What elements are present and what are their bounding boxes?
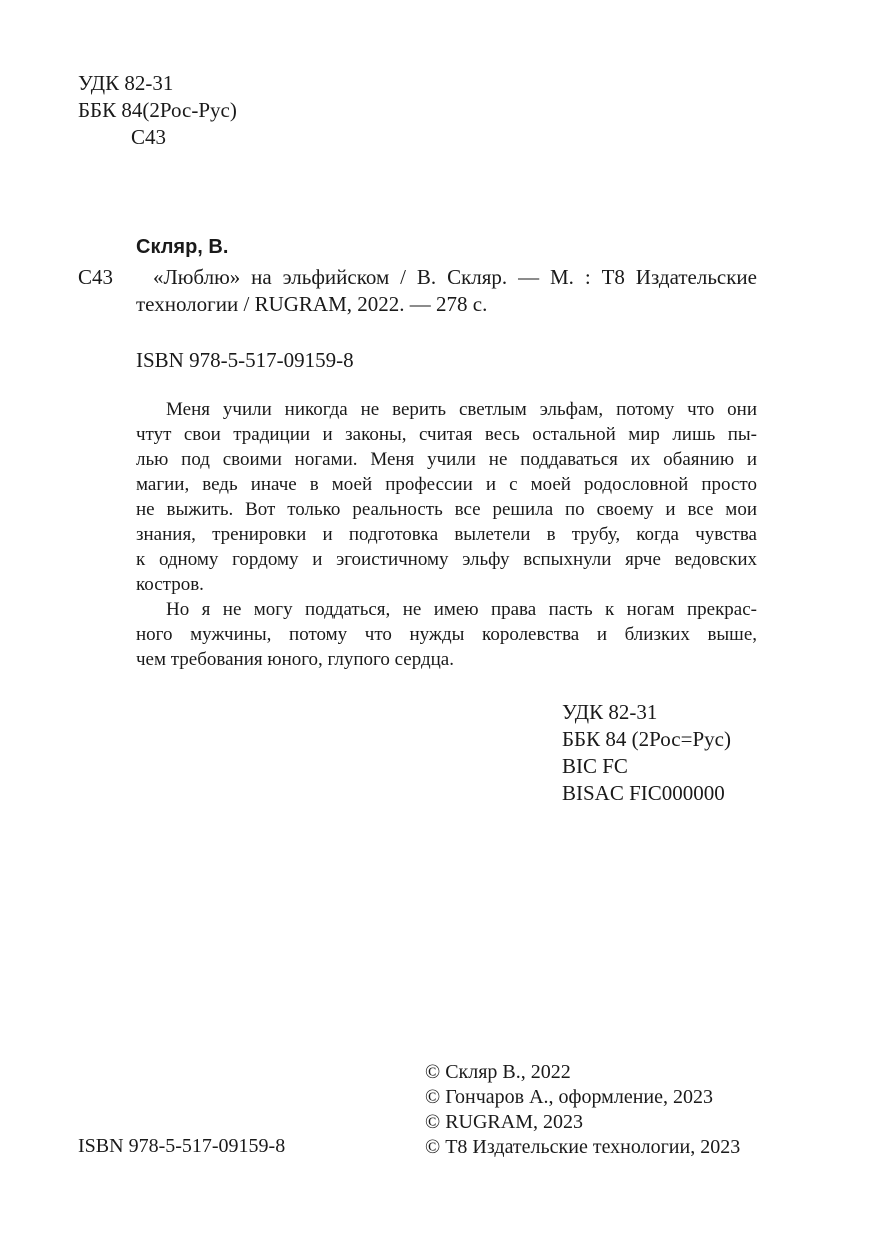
bbk-code: ББК 84(2Рос-Рус) xyxy=(78,98,237,122)
bisac-code: BISAC FIC000000 xyxy=(562,781,725,805)
isbn-bottom: ISBN 978-5-517-09159-8 xyxy=(78,1135,286,1157)
udk-code: УДК 82-31 xyxy=(562,700,658,724)
annotation-line: магии, ведь иначе в моей профессии и с моей родословной просто xyxy=(136,474,757,495)
annotation-line: лью под своими ногами. Меня учили не поддаваться их обаянию и xyxy=(136,449,757,470)
isbn-main: ISBN 978-5-517-09159-8 xyxy=(136,348,354,372)
annotation-text xyxy=(136,397,757,672)
catalog-cutter-code: С43 xyxy=(78,265,114,289)
annotation-line: чтут свои традиции и законы, считая весь остальной мир лишь пы- xyxy=(136,424,757,445)
classification-block xyxy=(562,699,731,807)
top-classification-block xyxy=(78,70,237,151)
bbk-code: ББК 84 (2Рос=Рус) xyxy=(562,727,731,751)
annotation-line: к одному гордому и эгоистичному эльфу вспыхнули ярче ведовских xyxy=(136,549,757,570)
copyright-line: © Скляр В., 2022 xyxy=(425,1061,571,1083)
annotation-line: Меня учили никогда не верить светлым эльфам, потому что они xyxy=(166,399,757,420)
annotation-line: знания, тренировки и подготовка вылетели в трубу, когда чувства xyxy=(136,524,757,545)
copyright-line: © Т8 Издательские технологии, 2023 xyxy=(425,1136,741,1158)
udk-code: УДК 82-31 xyxy=(78,71,174,95)
bibliographic-line: «Люблю» на эльфийском / В. Скляр. — М. : Т8 Издательские xyxy=(153,265,757,289)
annotation-line: не выжить. Вот только реальность все решила по своему и все мои xyxy=(136,499,757,520)
bibliographic-line: технологии / RUGRAM, 2022. — 278 с. xyxy=(136,292,488,316)
bibliographic-entry xyxy=(136,264,757,318)
annotation-line: Но я не могу поддаться, не имею права пасть к ногам прекрас- xyxy=(166,599,757,620)
copyright-block xyxy=(425,1060,740,1160)
annotation-line: костров. xyxy=(136,574,204,595)
cutter-code: С43 xyxy=(131,125,167,149)
bic-code: BIC FC xyxy=(562,754,628,778)
annotation-line: ного мужчины, потому что нужды королевства и близких выше, xyxy=(136,624,757,645)
annotation-line: чем требования юного, глупого сердца. xyxy=(136,649,454,670)
copyright-line: © Гончаров А., оформление, 2023 xyxy=(425,1086,713,1108)
author-heading: Скляр, В. xyxy=(136,236,229,258)
copyright-line: © RUGRAM, 2023 xyxy=(425,1111,583,1133)
